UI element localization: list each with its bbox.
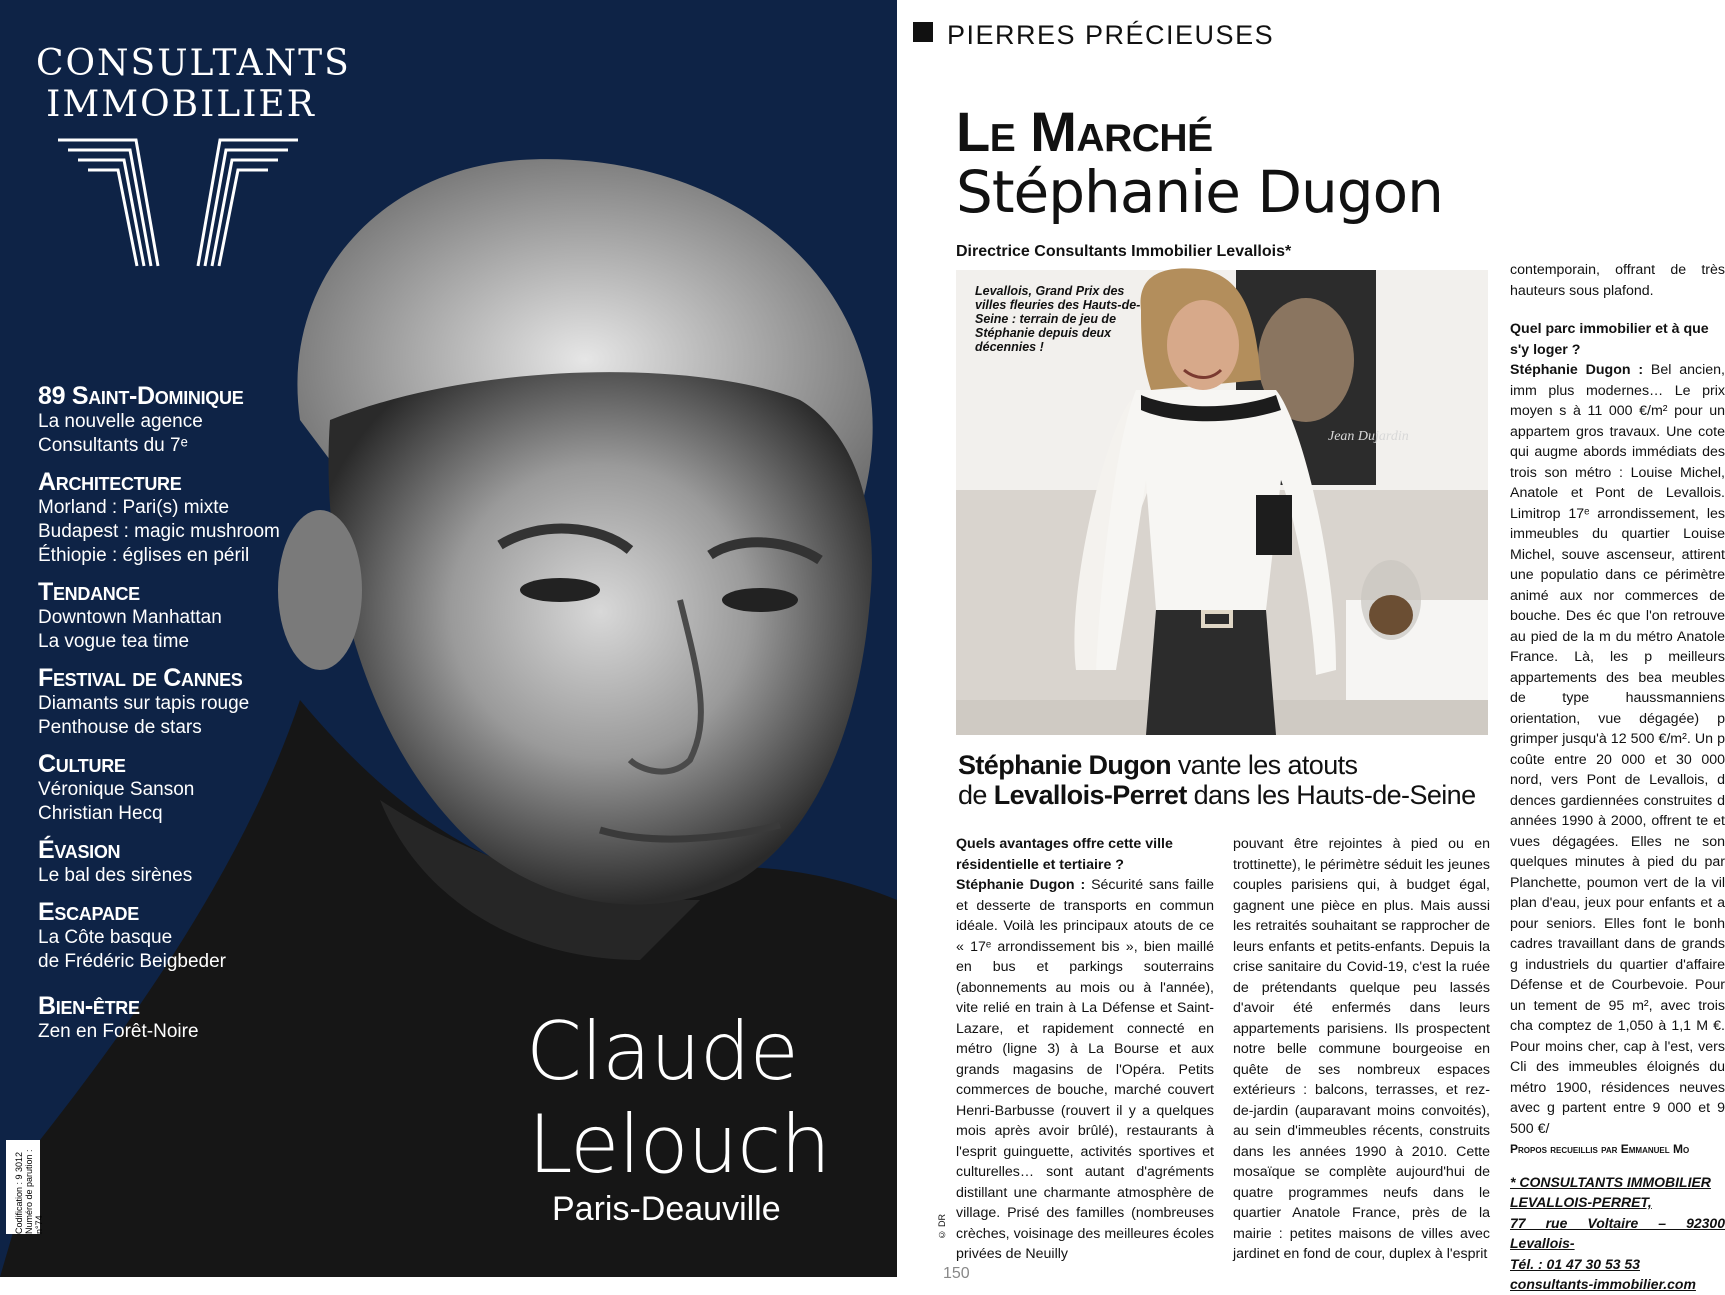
lead-text-1: vante les atouts <box>1171 750 1358 780</box>
toc-line: Zen en Forêt-Noire <box>38 1021 199 1042</box>
toc-heading: Évasion <box>38 836 121 864</box>
subtitle-bold: Levallois* <box>1216 243 1292 260</box>
brand-line-1: CONSULTANTS <box>36 43 351 84</box>
address-line: LEVALLOIS-PERRET, <box>1510 1194 1652 1210</box>
article-column-1 <box>956 834 1214 1265</box>
cover-name-first: Claude <box>526 1005 798 1098</box>
address-line: * CONSULTANTS IMMOBILIER <box>1510 1173 1711 1190</box>
toc-heading: Festival de Cannes <box>38 664 243 692</box>
toc-line: La nouvelle agence <box>38 411 203 432</box>
toc-line: Downtown Manhattan <box>38 607 222 628</box>
toc-heading: Architecture <box>38 468 182 496</box>
rubric-label: PIERRES PRÉCIEUSES <box>947 20 1275 50</box>
lead-text-3: dans les Hauts-de-Seine <box>1186 780 1476 810</box>
signature: Propos recueillis par Emmanuel Mo <box>1510 1142 1690 1156</box>
toc-heading: Tendance <box>38 578 140 606</box>
toc-section <box>38 382 358 458</box>
toc-line: La vogue tea time <box>38 631 190 652</box>
column-3-text-b: Bel ancien, imm plus modernes… Le prix moyen s à 11 000 €/m² pour un appartem gros travaux. Une cote qui augme abords immédiats des trois son métro : Louise Michel, Anatole et Pont de Levallois. Limitrop 17ᵉ arrondissement, les immeubles du quartier Louise Michel, souve ascenseur, attirent une populatio dans ce périmètre animé aux nor commerces de bouche. Des éc que l'on retrouve au pied de la m du métro Anatole France. Là, les p meilleurs appartements des bea meubles de type haussmanniens orientation, vue dégagée) p grimper jusqu'à 12 500 €/m². Un p coûte entre 20 000 et 30 000 nord, vers Pont de Levallois, d dences gardiennées construites d années 1990 à 2000, offrent te et vues dégagées. Elles ne son quelques minutes à pied du par Planchette, poumon vert de la vil plan d'eau, jeux pour enfants et a pour seniors. Elles font le bonh cadres travaillant dans de grands g industriels du quartier d'affaire Défense et de Courbevoie. Pour un tement de 95 m², avec trois cha comptez de 1,050 à 1,1 M €. Pour moins cher, cap à l'est, vers Cli des immeubles éloignés du métro 1900, résidences neuves avec g partent entre 9 000 et 9 500 €/ <box>1510 362 1725 1137</box>
cover-barcode <box>6 1140 44 1234</box>
question-1: Quels avantages offre cette ville résidentielle et tertiaire ? <box>956 836 1173 873</box>
address-line: 77 rue Voltaire – 92300 Levallois- <box>1510 1214 1725 1251</box>
subtitle-plain: Directrice Consultants Immobilier <box>956 243 1217 260</box>
article-title-line-1: Le Marché <box>956 100 1213 163</box>
toc-line: de Frédéric Beigbeder <box>38 951 226 972</box>
cover-name-place: Paris-Deauville <box>552 1190 781 1228</box>
agency-address <box>1510 1172 1725 1295</box>
toc-section <box>38 836 358 888</box>
photo-caption: Levallois, Grand Prix des villes fleuries des Hauts-de-Seine : terrain de jeu de Stéphanie depuis deux décennies ! <box>975 284 1141 354</box>
toc-line: Le bal des sirènes <box>38 865 193 886</box>
toc-section <box>38 578 358 654</box>
article-column-3 <box>1510 260 1725 1295</box>
phone-line: Tél. : 01 47 30 53 53 <box>1510 1255 1640 1272</box>
answer-1-speaker: Stéphanie Dugon : <box>956 877 1092 893</box>
article-subtitle <box>956 243 1291 261</box>
answer-2-speaker: Stéphanie Dugon : <box>1510 362 1651 378</box>
toc-line: La Côte basque <box>38 927 173 948</box>
toc-line: Penthouse de stars <box>38 717 202 738</box>
article-title-line-2: Stéphanie Dugon <box>956 158 1443 226</box>
toc-heading: Escapade <box>38 898 139 926</box>
cover-table-of-contents <box>38 382 358 1054</box>
lead-name: Stéphanie Dugon <box>958 750 1171 780</box>
toc-line: Budapest : magic mushroom <box>38 521 280 542</box>
column-2-text: pouvant être rejointes à pied ou en trottinette), le périmètre séduit les jeunes couples parisiens qui, à budget égal, gagnent une pièce en plus. Mais aussi les retraités souhaitant se rapprocher de leurs enfants et petits-enfants. Depuis la crise sanitaire du Covid-19, c'est la ruée de prétendants quelque peu lassés d'avoir été enfermés dans leurs appartements parisiens. Ils prospectent notre belle commune bourgeoise en quête de ses nombreux espaces extérieurs : balcons, terrasses, et rez-de-jardin (auparavant moins convoités), au sein d'immeubles récents, construits dans les années 1990 à 2010. Cette mosaïque se complète aujourd'hui de quatre programmes neufs dans le quartier Anatole France, près de la mairie : petites maisons de villes avec jardinet en fond de cour, duplex à l'esprit <box>1233 836 1490 1262</box>
brand-logo-text <box>36 43 351 126</box>
toc-heading: Bien-être <box>38 992 140 1020</box>
toc-line: Véronique Sanson <box>38 779 195 800</box>
toc-section <box>38 898 358 974</box>
toc-line: Consultants du 7ᵉ <box>38 435 188 456</box>
square-bullet-icon <box>913 22 933 42</box>
toc-section <box>38 468 358 568</box>
toc-line: Morland : Pari(s) mixte <box>38 497 230 518</box>
toc-section <box>38 750 358 826</box>
page-number: 150 <box>943 1265 970 1282</box>
article-page <box>897 0 1725 1292</box>
poster-text: Jean Dujardin <box>1328 429 1409 444</box>
cover-name-last: Lelouch <box>528 1098 830 1191</box>
brand-line-2: IMMOBILIER <box>46 84 316 125</box>
column-3-text-a: contemporain, offrant de très hauteurs sous plafond. <box>1510 262 1725 299</box>
toc-heading: Culture <box>38 750 126 778</box>
toc-heading: 89 Saint-Dominique <box>38 382 244 410</box>
article-lead <box>958 750 1478 810</box>
website-link[interactable]: consultants-immobilier.com <box>1510 1276 1696 1292</box>
question-2: Quel parc immobilier et à que s'y loger ? <box>1510 321 1709 358</box>
toc-line: Christian Hecq <box>38 803 163 824</box>
rubric-header <box>913 20 1274 51</box>
toc-line: Diamants sur tapis rouge <box>38 693 250 714</box>
article-column-2 <box>1233 834 1490 1265</box>
lead-text-2: de <box>958 780 994 810</box>
toc-section <box>38 664 358 740</box>
column-1-text: Sécurité sans faille et desserte de transports en commun idéale. Voilà les principaux atouts de ce « 17ᵉ arrondissement bis », bien maillé en bus et parkings souterrains (abonnements au mois ou à l'année), vite relié en train à La Défense et Saint-Lazare, et rapidement connecté en métro (ligne 3) à La Bourse et aux grands magasins de l'Opéra. Petits commerces de bouche, marché couvert Henri-Barbusse (rouvert il y a quelques mois après avoir brûlé), restaurants à l'esprit guinguette, activités sportives et culturelles… sont autant d'agréments distillant une charmante atmosphère de village. Prisé des familles (nombreuses crèches, voisinage des meilleures écoles privées de Neuilly <box>956 877 1215 1262</box>
toc-line: Éthiopie : églises en péril <box>38 545 250 566</box>
barcode-text: Codification : 9 3012 Numéro de parution : n°74 <box>14 1149 44 1234</box>
toc-section <box>38 992 358 1044</box>
lead-city: Levallois-Perret <box>993 780 1187 810</box>
brand-emblem-icon <box>58 136 298 271</box>
photo-credit: © DR <box>937 1214 947 1240</box>
